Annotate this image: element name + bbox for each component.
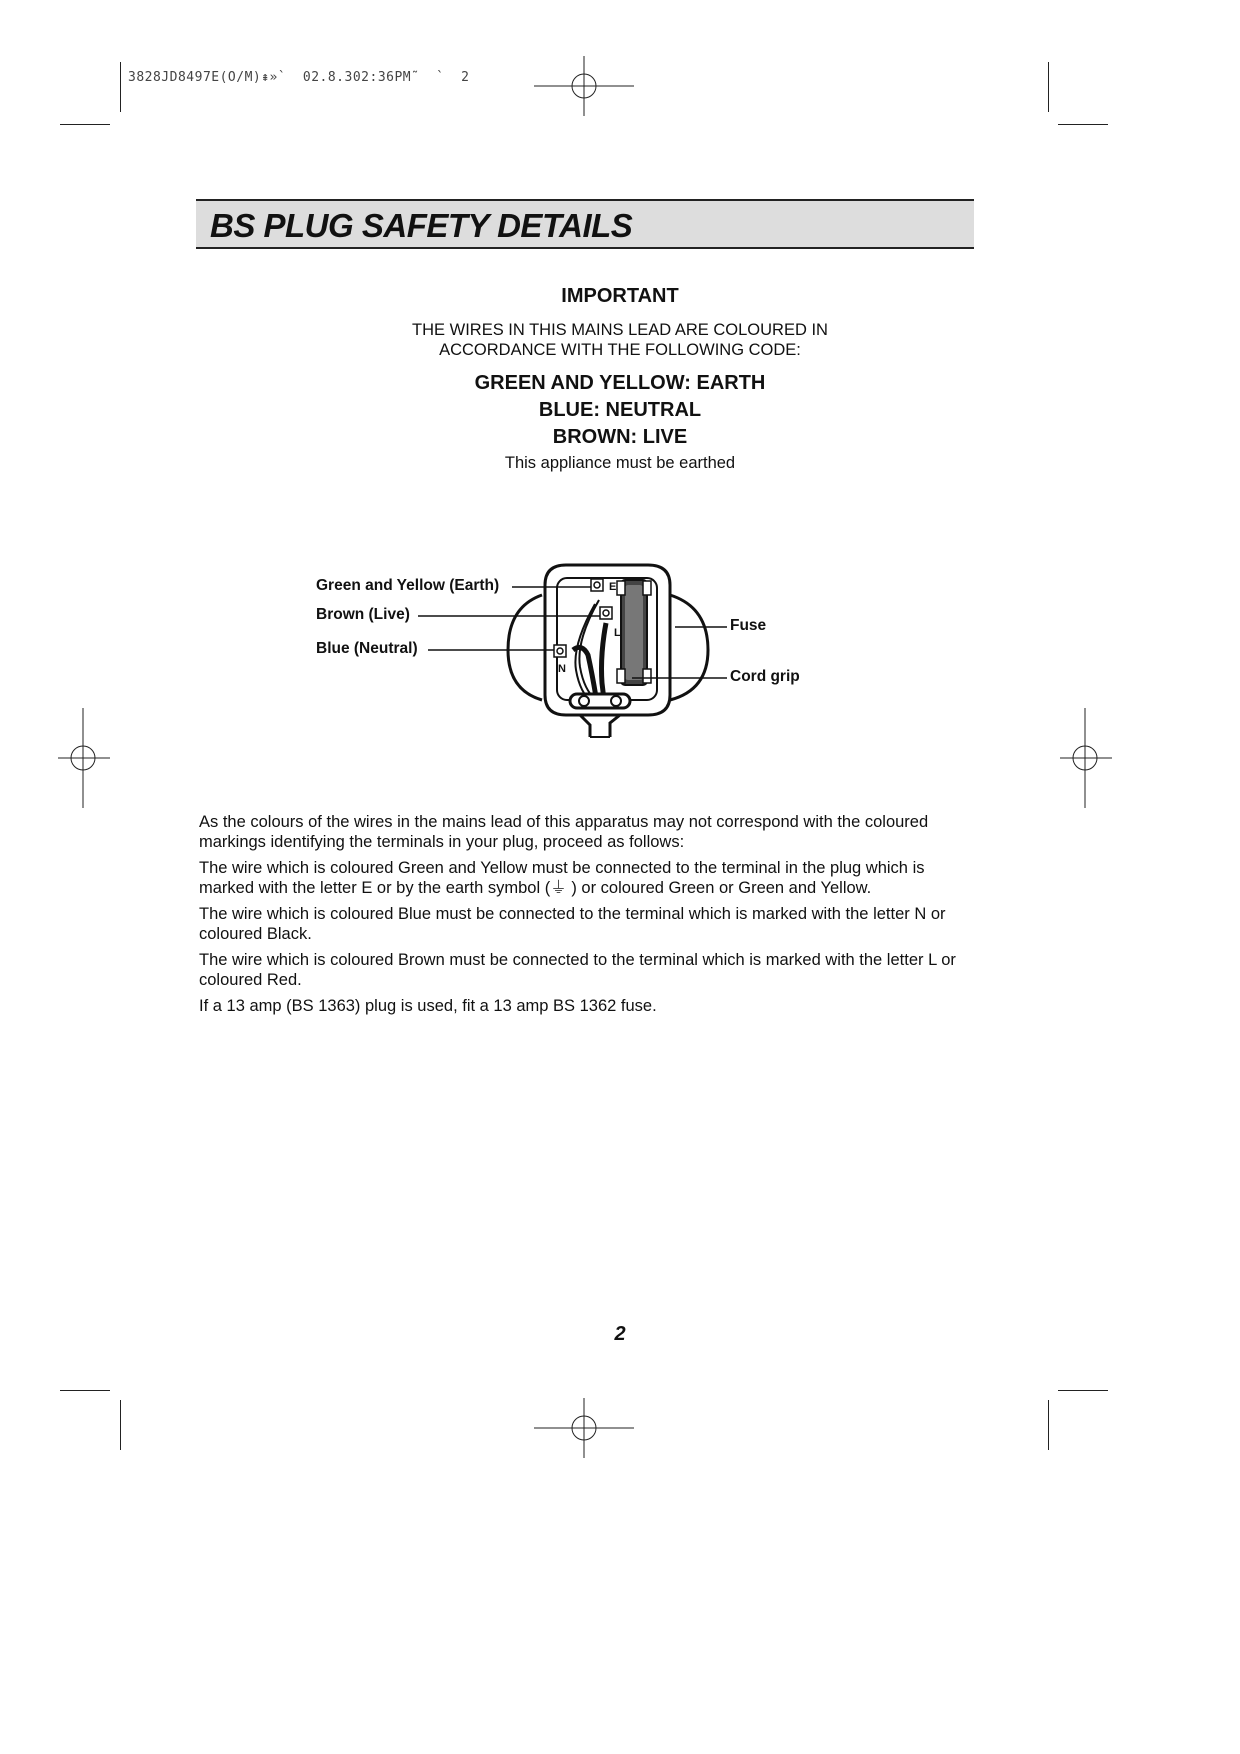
terminal-n-letter: N: [558, 663, 566, 675]
paragraph-live: The wire which is coloured Brown must be connected to the terminal which is marked with the letter L or coloured Red.: [199, 951, 956, 989]
code-intro: [0, 320, 1240, 360]
instructions: [199, 812, 979, 1022]
code-live: BROWN: LIVE: [552, 426, 688, 448]
label-neutral: Blue (Neutral): [316, 640, 418, 657]
plug-left-lobe: [508, 595, 542, 700]
terminal-l-letter: L: [614, 627, 621, 639]
label-cord-grip: Cord grip: [730, 668, 800, 685]
code-intro-line-1: THE WIRES IN THIS MAINS LEAD ARE COLOURED IN: [412, 321, 828, 339]
label-fuse: Fuse: [730, 617, 767, 634]
terminal-n: [554, 645, 566, 657]
terminal-e-letter: E: [609, 581, 617, 593]
terminal-l: [600, 607, 612, 619]
earth-symbol-icon: ⏚: [550, 879, 567, 897]
paragraph-intro: As the colours of the wires in the mains lead of this apparatus may not correspond with the coloured markings identifying the terminals in your plug, proceed as follows:: [199, 813, 929, 851]
earth-note: This appliance must be earthed: [504, 454, 736, 472]
label-earth: Green and Yellow (Earth): [316, 577, 500, 594]
terminal-e: [591, 579, 603, 591]
print-header-garble-2: ˜ `: [411, 70, 445, 85]
label-live: Brown (Live): [316, 606, 410, 623]
plug-diagram: [500, 555, 740, 740]
plug-right-lobe: [670, 595, 708, 700]
important-heading: IMPORTANT: [561, 285, 679, 307]
print-header-slug: 3828JD8497E(O/M): [128, 70, 262, 85]
print-header-garble-1: ⇞»`: [261, 70, 287, 85]
code-intro-line-2: ACCORDANCE WITH THE FOLLOWING CODE:: [439, 341, 801, 359]
paragraph-neutral: The wire which is coloured Blue must be connected to the terminal which is marked with the letter N or coloured Black.: [199, 905, 946, 943]
live-wire: [602, 623, 607, 700]
code-neutral: BLUE: NEUTRAL: [538, 399, 702, 421]
paragraph-earth: The wire which is coloured Green and Yellow must be connected to the terminal in the plug which is marked with the letter E or by the earth symbol (⏚ ) or coloured Green or Green and Yellow.: [199, 859, 925, 897]
paragraph-fuse: If a 13 amp (BS 1363) plug is used, fit a 13 amp BS 1362 fuse.: [199, 997, 657, 1015]
title-bar: [196, 199, 974, 249]
print-header-datetime: 02.8.302:36PM: [302, 70, 412, 85]
page-title: BS PLUG SAFETY DETAILS: [210, 207, 633, 244]
cable-outline: [580, 715, 620, 737]
print-header-page: 2: [461, 70, 470, 85]
page-number: 2: [614, 1323, 626, 1345]
code-earth: GREEN AND YELLOW: EARTH: [474, 372, 766, 394]
